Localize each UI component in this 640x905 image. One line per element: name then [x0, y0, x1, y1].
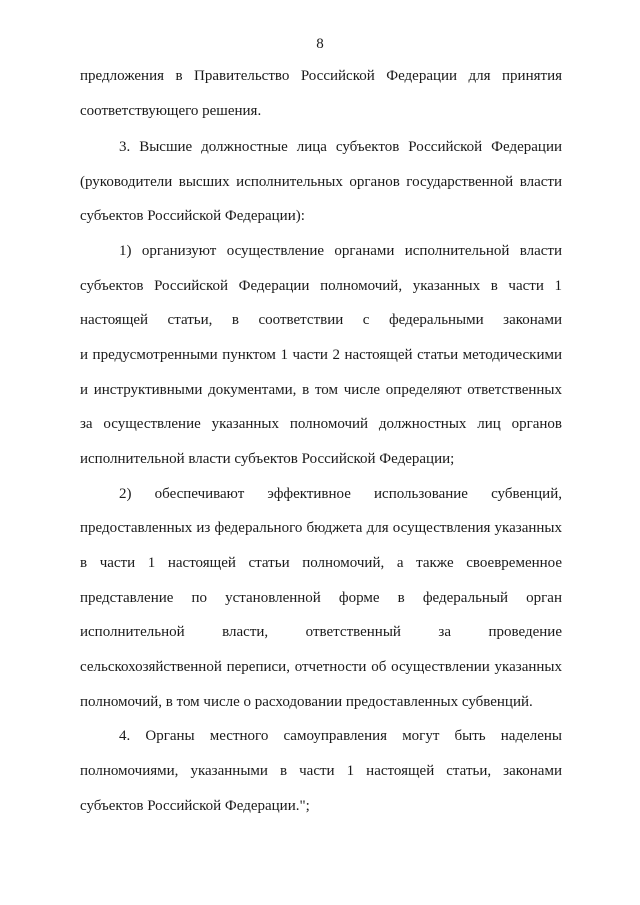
text-line: сельскохозяйственной переписи, отчетности об осуществлении указанных: [80, 659, 562, 675]
text-line: и инструктивными документами, в том числе определяют ответственных: [80, 382, 562, 398]
text-line: (руководители высших исполнительных органов государственной власти: [80, 174, 562, 190]
text-line: за осуществление указанных полномочий должностных лиц органов: [80, 416, 562, 432]
page-number: 8: [316, 36, 324, 52]
text-line: предложения в Правительство Российской Федерации для принятия: [80, 68, 562, 84]
text-line: предоставленных из федерального бюджета для осуществления указанных: [80, 520, 562, 536]
text-line: полномочиями, указанными в части 1 настоящей статьи, законами: [80, 763, 562, 779]
text-line: исполнительной власти, ответственный за проведение: [80, 624, 562, 640]
text-line: и предусмотренными пунктом 1 части 2 настоящей статьи методическими: [80, 347, 562, 363]
text-line: полномочий, в том числе о расходовании предоставленных субвенций.: [80, 694, 533, 710]
text-line: представление по установленной форме в федеральный орган: [80, 590, 562, 606]
text-line: 1) организуют осуществление органами исполнительной власти: [119, 243, 562, 259]
text-line: субъектов Российской Федерации):: [80, 208, 305, 224]
text-line: субъектов Российской Федерации полномочий, указанных в части 1: [80, 278, 562, 294]
text-line: субъектов Российской Федерации.";: [80, 798, 310, 814]
text-line: в части 1 настоящей статьи полномочий, а также своевременное: [80, 555, 562, 571]
text-line: настоящей статьи, в соответствии с федеральными законами: [80, 312, 562, 328]
text-line: 4. Органы местного самоуправления могут быть наделены: [119, 728, 562, 744]
text-line: соответствующего решения.: [80, 103, 262, 119]
text-line: 2) обеспечивают эффективное использование субвенций,: [119, 486, 562, 502]
text-line: 3. Высшие должностные лица субъектов Российской Федерации: [119, 139, 562, 155]
text-line: исполнительной власти субъектов Российской Федерации;: [80, 451, 455, 467]
